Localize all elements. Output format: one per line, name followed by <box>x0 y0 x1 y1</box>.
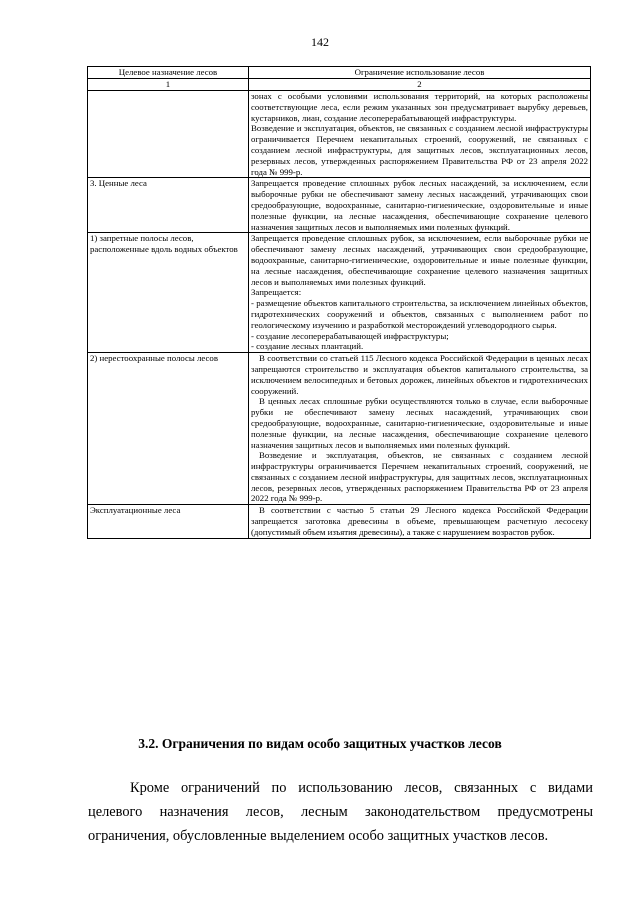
column-header-restriction: Ограничение использование лесов <box>249 67 591 79</box>
restriction-paragraph: Возведение и эксплуатация, объектов, не связанных с созданием лесной инфраструктуры ограничивается Перечнем некапитальных строений, сооружений, не связанных с созданием лесной инфраструктуры, для защитных лесов, эксплуатационных лесов, резервных лесов, утвержденных распоряжением Правительства РФ от 23 апреля 2022 года № 999-р. <box>251 123 588 177</box>
restriction-paragraph: В соответствии со статьей 115 Лесного кодекса Российской Федерации в ценных лесах запрещаются строительство и эксплуатация объектов капитального строительства, за исключением велосипедных и бетовых дорожек, линейных объектов и гидротехнических сооружений. <box>251 353 588 396</box>
restriction-paragraph: - размещение объектов капитального строительства, за исключением линейных объектов, гидротехнических сооружений и объектов, связанных с выполнением работ по геологическому изучению и разработкой месторождений углеводородного сырья. <box>251 298 588 330</box>
restriction-paragraph: зонах с особыми условиями использования территорий, на которых расположены соответствующие леса, если режим указанных зон предусматривает вырубку деревьев, кустарников, лиан, создание лесоперерабатывающей инфраструктуры. <box>251 91 588 123</box>
restriction-paragraph: В ценных лесах сплошные рубки осуществляются только в случае, если выборочные рубки не обеспечивают замену лесных насаждений, утрачивающих свои средообразующие, водоохранные, санитарно-гигиенические, оздоровительные и иные полезные функции, на лесные насаждения, обеспечивающие сохранение целевого назначения защитных лесов и выполняемых ими полезных функций. <box>251 396 588 450</box>
table-column-numbers-row <box>88 79 591 91</box>
column-header-purpose: Целевое назначение лесов <box>88 67 249 79</box>
column-number-2: 2 <box>249 79 591 91</box>
page-number: 142 <box>311 35 329 49</box>
table-row <box>88 178 591 233</box>
body-paragraph: Кроме ограничений по использованию лесов, связанных с видами целевого назначения лесов, лесным законодательством предусмотрены ограничения, обусловленные выделением особо защитных участков лесов. <box>88 780 593 844</box>
restriction-paragraph: - создание лесоперерабатывающей инфраструктуры; <box>251 330 449 341</box>
restriction-paragraph: Запрещается проведение сплошных рубок, за исключением, если выборочные рубки не обеспечивают замену лесных насаждений, утрачивающих свои средообразующие, водоохранные, санитарно-гигиенические, оздоровительные и иные полезные функции, на лесные насаждения, обеспечивающие сохранение целевого назначения защитных лесов и выполняемых ими полезных функций. <box>251 233 588 287</box>
table-row <box>88 233 591 353</box>
restriction-paragraph: Запрещается: <box>251 287 302 298</box>
section-heading: 3.2. Ограничения по видам особо защитных участков лесов <box>138 736 502 751</box>
purpose-cell: Эксплуатационные леса <box>88 505 249 538</box>
restriction-cell <box>249 233 591 353</box>
restrictions-table <box>87 66 591 539</box>
column-number-1: 1 <box>88 79 249 91</box>
restriction-cell <box>249 353 591 505</box>
restriction-paragraph: Возведение и эксплуатация, объектов, не связанных с созданием лесной инфраструктуры ограничивается Перечнем некапитальных строений, сооружений, не связанных с созданием лесной инфраструктуры, для защитных лесов, эксплуатационных лесов, резервных лесов, утвержденных распоряжением Правительства РФ от 23 апреля 2022 года № 999-р. <box>251 450 588 504</box>
table-header-row <box>88 67 591 79</box>
table-row <box>88 353 591 505</box>
table-row <box>88 505 591 538</box>
table-row <box>88 91 591 178</box>
restriction-paragraph: В соответствии с частью 5 статьи 29 Лесного кодекса Российской Федерации запрещается заготовка древесины в объеме, превышающем расчетную лесосеку (допустимый объем изъятия древесины), а также с нарушением возрастов рубок. <box>251 505 588 537</box>
purpose-cell: 2) нерестоохранные полосы лесов <box>88 353 249 505</box>
purpose-cell: 3. Ценные леса <box>88 178 249 233</box>
restriction-cell <box>249 178 591 233</box>
restriction-paragraph: - создание лесных плантаций. <box>251 341 364 352</box>
purpose-cell: 1) запретные полосы лесов, расположенные вдоль водных объектов <box>88 233 249 353</box>
purpose-cell <box>88 91 249 178</box>
restriction-cell <box>249 505 591 538</box>
restriction-paragraph: Запрещается проведение сплошных рубок лесных насаждений, за исключением, если выборочные рубки не обеспечивают замену лесных насаждений, утрачивающих свои средообразующие, водоохранные, санитарно-гигиенические, оздоровительные и иные полезные функции, на лесные насаждения, обеспечивающие сохранение целевого назначения защитных лесов и выполняемых ими полезных функций. <box>251 178 588 232</box>
restriction-cell <box>249 91 591 178</box>
